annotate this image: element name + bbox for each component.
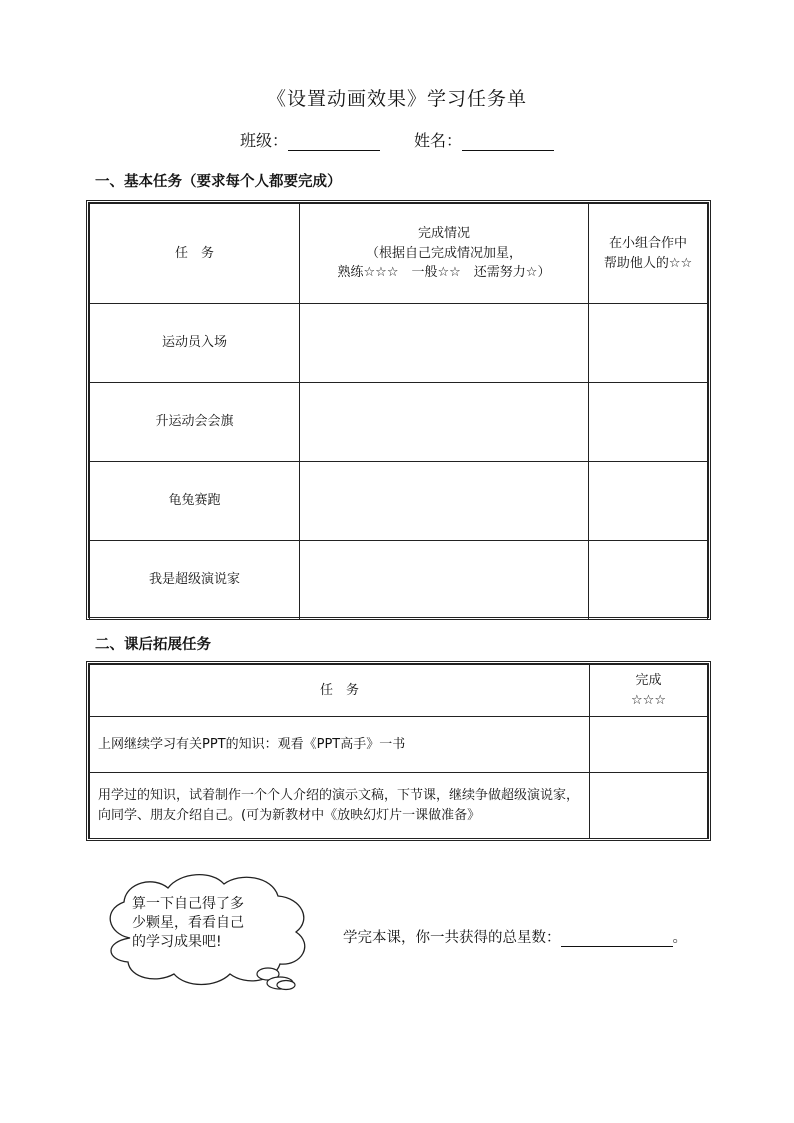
student-info — [0, 128, 794, 151]
cloud-line3: 的学习成果吧! — [132, 934, 222, 950]
table-row — [90, 383, 708, 462]
table-header-row — [90, 665, 708, 717]
task-name: 龟兔赛跑 — [90, 462, 300, 541]
task-description: 用学过的知识，试着制作一个个人介绍的演示文稿，下节课，继续争做超级演说家，向同学、朋友介绍自己。(可为新教材中《放映幻灯片一课做准备》 — [90, 773, 590, 839]
status-cell[interactable] — [300, 462, 589, 541]
task-description: 上网继续学习有关PPT的知识：观看《PPT高手》一书 — [90, 717, 590, 773]
help-header-line1: 在小组合作中 — [608, 236, 687, 251]
status-cell[interactable] — [300, 541, 589, 620]
class-field[interactable] — [288, 132, 380, 151]
done-header-line2: ☆☆☆ — [631, 692, 666, 708]
col-done-header — [590, 665, 708, 717]
task-name: 运动员入场 — [90, 304, 300, 383]
table-row — [90, 541, 708, 620]
table-row — [90, 304, 708, 383]
help-cell[interactable] — [589, 383, 708, 462]
section2-heading: 二、课后拓展任务 — [95, 637, 211, 653]
done-cell[interactable] — [590, 773, 708, 839]
help-cell[interactable] — [589, 304, 708, 383]
done-cell[interactable] — [590, 717, 708, 773]
table-header-row — [90, 204, 708, 304]
cloud-line2: 少颗星，看看自己 — [132, 915, 244, 931]
help-cell[interactable] — [589, 541, 708, 620]
cloud-line1: 算一下自己得了多 — [132, 896, 244, 912]
status-cell[interactable] — [300, 304, 589, 383]
task-name: 我是超级演说家 — [90, 541, 300, 620]
table-row — [90, 462, 708, 541]
status-header-line1: 完成情况 — [417, 226, 470, 242]
col-task-header: 任 务 — [90, 204, 300, 304]
col-status-header — [300, 204, 589, 304]
total-label: 学完本课，你一共获得的总星数： — [343, 930, 561, 946]
col-help-header — [589, 204, 708, 304]
help-cell[interactable] — [589, 462, 708, 541]
section1-heading: 一、基本任务（要求每个人都要完成） — [95, 174, 342, 190]
status-cell[interactable] — [300, 383, 589, 462]
status-header-line3: 熟练☆☆☆ 一般☆☆ 还需努力☆） — [337, 265, 551, 281]
class-label: 班级： — [239, 131, 288, 150]
table-row — [90, 717, 708, 773]
done-header-line1: 完成 — [635, 673, 662, 688]
extension-task-table — [86, 661, 711, 841]
task-name: 升运动会会旗 — [90, 383, 300, 462]
name-field[interactable] — [462, 132, 554, 151]
total-field[interactable] — [561, 930, 673, 947]
status-header-line2: （根据自己完成情况加星， — [365, 245, 522, 261]
name-label: 姓名： — [414, 131, 463, 150]
basic-task-table — [86, 200, 711, 620]
total-suffix: 。 — [672, 930, 687, 946]
cloud-text — [132, 895, 272, 952]
help-header-line2: 帮助他人的☆☆ — [603, 255, 693, 271]
col-task-header: 任 务 — [90, 665, 590, 717]
page-title: 《设置动画效果》学习任务单 — [266, 88, 527, 110]
total-stars — [343, 926, 687, 947]
table-row — [90, 773, 708, 839]
